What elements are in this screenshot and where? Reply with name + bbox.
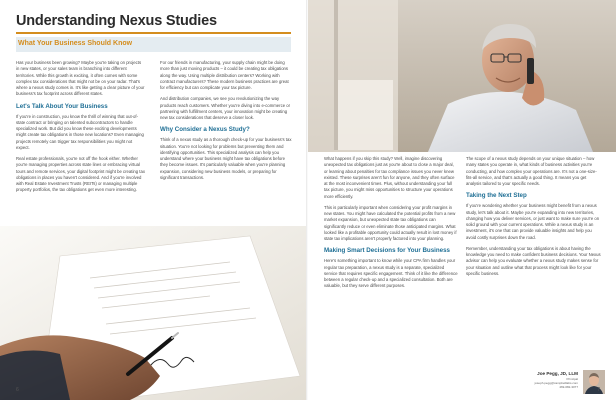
paragraph: For our friends in manufacturing, your supply chain might be doing more than just moving products – it could be creating tax obligations along the way. Using multiple distribution centers? Working with contract manufacturers? These modern business practices are great for efficiency but can complicate your tax picture. (160, 60, 289, 90)
paragraph: What happens if you skip this study? Well, imagine discovering unexpected tax obligations just as you're about to close a major deal, or learning about penalties for tax compliance issues you never knew existed. These surprises aren't fun for anyone, and they often surface at the most inconvenient times. Plus, without understanding your full tax picture, you might miss opportunities to structure your operations more efficiently. (324, 156, 455, 199)
left-column-2 (160, 60, 293, 186)
page-number: 7 (597, 387, 600, 393)
paragraph: And distribution companies, we see you revolutionizing the way products reach customers. Whether you're diving into e-commerce or partnering with fulfillment centers, your innovation might be creating new tax considerations that deserve a closer look. (160, 96, 291, 120)
right-page (308, 0, 616, 400)
advisor-name: Joe Pegg, JD, LLM (537, 371, 578, 376)
left-column-1 (16, 60, 145, 199)
section-heading: Let's Talk About Your Business (16, 102, 108, 110)
title-rule (16, 32, 291, 34)
section-heading: Making Smart Decisions for Your Business (324, 247, 450, 255)
paragraph: Think of a nexus study as a thorough check-up for your business's tax situation. You're not looking for problems but preventing them and identifying opportunities. This specialized analysis can help you understand where your business might have tax obligations before they become issues. It's particularly valuable when you're planning expansion, considering new business models, or preparing for significant transactions. (160, 137, 292, 180)
paragraph: If you're wondering whether your business might benefit from a nexus study, let's talk about it. Maybe you're expanding into new territories, changing how you deliver services, or just want to make sure you're on solid ground with your current operations. While a nexus study is an investment, it's one that can provide valuable insights and help you avoid costly surprises down the road. (466, 203, 600, 240)
section-heading: Taking the Next Step (466, 192, 527, 200)
section-heading: Why Consider a Nexus Study? (160, 126, 250, 134)
paragraph: Real estate professionals, you're not off the hook either. Whether you're managing properties across state lines or embracing virtual tours and remote services, your digital footprint might be creating tax obligations in places you haven't considered. And if you're involved with Real Estate Investment Trusts (REITs) or managing multiple property portfolios, the tax obligations get even more interesting. (16, 156, 145, 193)
avatar (583, 370, 605, 394)
page-number: 6 (16, 387, 19, 393)
page-title: Understanding Nexus Studies (16, 13, 217, 29)
paragraph: The scope of a nexus study depends on your unique situation – how many states you operate in, what kinds of business activities you're conducting, and how complex your operations are. It's not a one-size-fits-all service, and that's actually a good thing. It means you get analysis tailored to your specific needs. (466, 156, 597, 186)
paragraph: Has your business been growing? Maybe you're taking on projects in new states, or your sales team is branching into different territories. While this growth is exciting, it often comes with some complex tax considerations that might not be on your radar. That's where a nexus study comes in. It's like getting a clear picture of your business's tax footprint across different states. (16, 60, 145, 97)
advisor-email: joseph.pegg@campbelllabs.com (534, 380, 578, 385)
advisor-role: Principal (566, 377, 578, 381)
page-subtitle: What Your Business Should Know (18, 39, 133, 47)
advisor-signature (504, 370, 608, 394)
paragraph: Here's something important to know while your CPA firm handles your regular tax preparation, a nexus study is a separate, specialized service that requires specific engagement. Think of it like the difference between a regular check-up and a specialized consultation. Both are valuable, but they serve different purposes. (324, 258, 458, 289)
advisor-phone: 469-682-3077 (559, 384, 578, 389)
paragraph: If you're in construction, you know the thrill of winning that out-of-state contract or bringing on talented subcontractors to handle specialized work. But did you know these exciting developments might create tax obligations in those new locations? Even managing projects remotely can trigger tax responsibilities you might not expect. (16, 113, 144, 150)
paragraph: Remember, understanding your tax obligations is about having the knowledge you need to make confident business decisions. Your Nexus advisor can help you evaluate whether a nexus study makes sense for your situation and outline what that process might look like for your specific business. (466, 245, 601, 276)
right-column-2 (466, 156, 602, 282)
right-column-1 (324, 156, 458, 295)
man-on-phone-photo (308, 0, 616, 152)
paragraph: This is particularly important when considering your profit margins in new states. You might have calculated the potential profits from a new market expansion, but unexpected state tax obligations can significantly reduce or even eliminate those anticipated margins. What looked like a profitable opportunity could actually result in lost money if state tax implications aren't properly factored into your planning. (324, 204, 457, 241)
signing-document-photo (0, 226, 308, 400)
